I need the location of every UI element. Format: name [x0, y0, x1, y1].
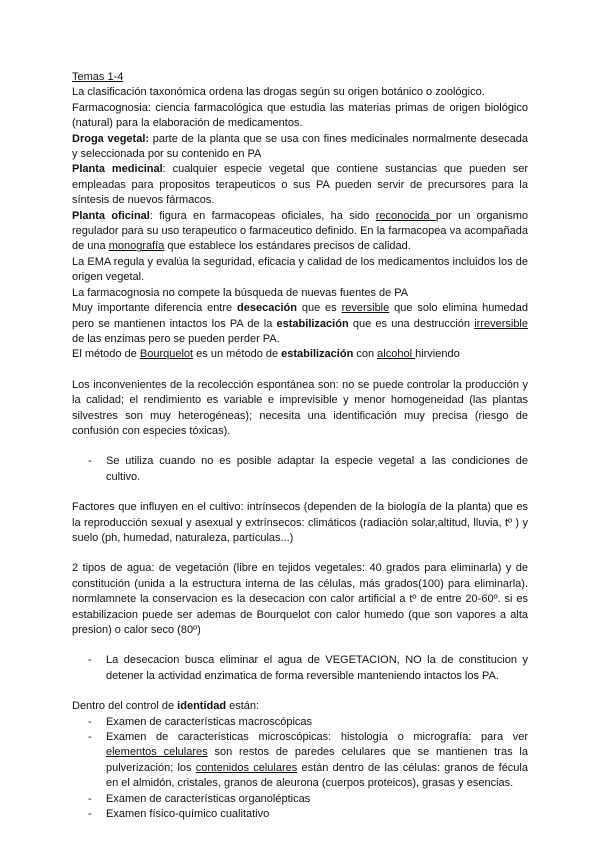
- paragraph-nuevas-fuentes: La farmacognosia no compete la búsqueda de nuevas fuentes de PA: [72, 286, 409, 299]
- list-item: - Examen de características microscópicas: histología o micrografía: para ver elementos celulares son restos de paredes celulares que se mantienen tras la pulverización; los contenidos celulares están dentro de las células: granos de fécula en el almidón, cristales, granos de aleurona (cuerpos proteicos), grasas y esencias.: [88, 731, 528, 790]
- spacer: [72, 363, 528, 378]
- spacer: [72, 546, 528, 561]
- document-page: [72, 70, 528, 822]
- bullet-list-examenes: [72, 715, 528, 823]
- paragraph-inconvenientes: Los inconvenientes de la recolección espontánea son: no se puede controlar la producción y la calidad; el rendimiento es variable e imprevisible y menor homogeneidad (las plantas silvestres son muy heterogéneas); necesita una identificación muy precisa (riesgo de confusión con especies tóxicas).: [72, 378, 528, 437]
- list-item: - Se utiliza cuando no es posible adaptar la especie vegetal a las condiciones de cultivo.: [88, 455, 528, 483]
- paragraph-planta-oficinal: Planta oficinal: figura en farmacopeas oficiales, ha sido reconocida por un organismo regulador para su uso terapeutico o farmaceutico definido. En la farmacopea va acompañada de una monografía que establece los estándares precisos de calidad.: [72, 209, 528, 253]
- paragraph-farmacognosia: Farmacognosia: ciencia farmacológica que estudia las materias primas de origen biológico (natural) para la elaboración de medicamentos.: [72, 101, 528, 130]
- spacer: [72, 485, 528, 500]
- paragraph-bourquelot: El método de Bourquelot es un método de estabilización con alcohol hirviendo: [72, 348, 460, 361]
- paragraph-taxonomy: La clasificación taxonómica ordena las drogas según su origen botánico o zoológico.: [72, 86, 485, 99]
- term-planta-oficinal: Planta oficinal: [72, 209, 150, 222]
- document-title: Temas 1-4: [72, 71, 124, 83]
- bullet-list-desecacion: [72, 653, 528, 684]
- spacer: [72, 684, 528, 699]
- list-item: - Examen de características organolépticas: [88, 792, 311, 805]
- paragraph-control-identidad: Dentro del control de identidad están:: [72, 700, 260, 713]
- list-item: - La desecacion busca eliminar el agua de VEGETACION, NO la de constitucion y detener la actividad enzimatica de forma reversible manteniendo intactos los PA.: [88, 654, 528, 682]
- spacer: [72, 638, 528, 653]
- paragraph-ema: La EMA regula y evalúa la seguridad, eficacia y calidad de los medicamentos incluidos los de origen vegetal.: [72, 255, 528, 284]
- paragraph-droga-vegetal: Droga vegetal: parte de la planta que se usa con fines medicinales normalmente desecada y seleccionada por su contenido en PA: [72, 132, 528, 161]
- paragraph-planta-medicinal: Planta medicinal: cualquier especie vegetal que contiene sustancias que pueden ser empleadas para propositos terapeuticos o sus PA pueden servir de precursores para la síntesis de nuevos fármacos.: [72, 163, 529, 207]
- paragraph-factores: Factores que influyen en el cultivo: intrínsecos (dependen de la biología de la planta) que es la reproducción sexual y asexual y extrínsecos: climáticos (radiación solar,altitud, lluvia, tº ) y suelo (ph, humedad, naturaleza, partículas...): [72, 501, 528, 544]
- term-planta-medicinal: Planta medicinal: [72, 163, 163, 176]
- spacer: [72, 439, 528, 454]
- term-droga-vegetal: Droga vegetal:: [72, 132, 150, 145]
- list-item: - Examen de características macroscópicas: [88, 715, 313, 728]
- bullet-list-cultivo: [72, 454, 528, 485]
- paragraph-desecacion: Muy importante diferencia entre desecación que es reversible que solo elimina humedad pero se mantienen intactos los PA de la estabilización que es una destrucción irreversible de las enzimas pero se pueden perder PA.: [72, 302, 529, 345]
- list-item: - Examen físico-químico cualitativo: [88, 808, 270, 821]
- paragraph-tipos-agua: 2 tipos de agua: de vegetación (libre en tejidos vegetales: 40 grados para eliminarla) y de constitución (unida a la estructura interna de las células, más grados(100) para eliminarla). normlamnete la conservacion es la desecacion con calor artificial a tº de entre 20-60º. si es estabilizacion puede ser ademas de Bourquelot con calor humedo (que son vapores a alta presion) o calor seco (80º): [72, 562, 528, 636]
